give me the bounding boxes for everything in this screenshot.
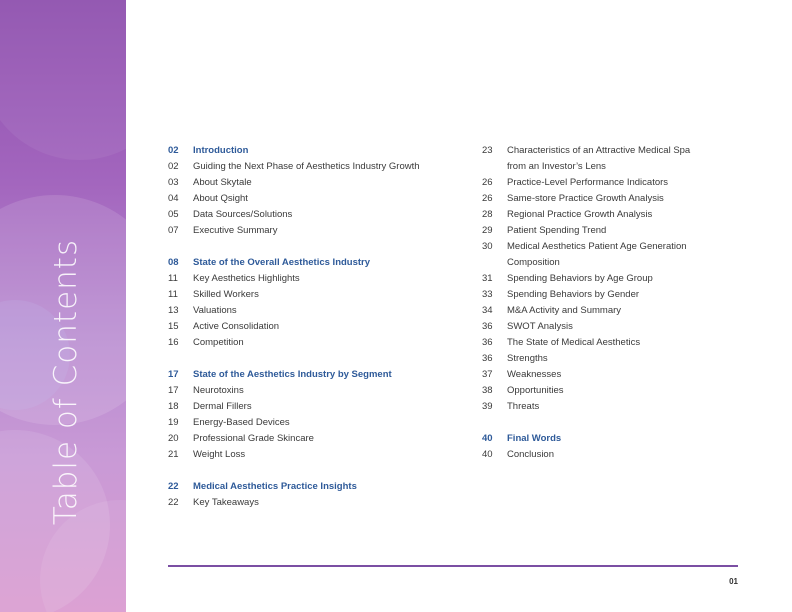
toc-entry[interactable] bbox=[168, 399, 468, 415]
toc-right-column bbox=[482, 143, 732, 463]
toc-entry[interactable] bbox=[482, 271, 732, 287]
toc-entry[interactable] bbox=[482, 191, 732, 207]
toc-entry-label: Weight Loss bbox=[193, 449, 246, 460]
toc-entry[interactable] bbox=[482, 351, 732, 367]
toc-entry-label: Same-store Practice Growth Analysis bbox=[507, 193, 664, 204]
toc-entry-label: Medical Aesthetics Practice Insights bbox=[193, 481, 357, 492]
toc-page-number: 36 bbox=[482, 337, 493, 348]
toc-entry[interactable] bbox=[482, 319, 732, 335]
decorative-circle bbox=[0, 0, 126, 160]
toc-entry[interactable] bbox=[168, 175, 468, 191]
toc-entry-label: Threats bbox=[507, 401, 540, 412]
toc-page-number: 40 bbox=[482, 433, 493, 444]
toc-entry[interactable] bbox=[168, 207, 468, 223]
toc-entry-label: Guiding the Next Phase of Aesthetics Industry Growth bbox=[193, 161, 420, 172]
toc-page-number: 23 bbox=[482, 145, 493, 156]
toc-entry[interactable] bbox=[482, 255, 732, 271]
toc-entry[interactable] bbox=[482, 143, 732, 159]
toc-entry[interactable] bbox=[168, 223, 468, 239]
toc-entry-label: Energy-Based Devices bbox=[193, 417, 290, 428]
toc-entry[interactable] bbox=[168, 383, 468, 399]
toc-entry-label: Active Consolidation bbox=[193, 321, 280, 332]
section-gap bbox=[482, 415, 732, 431]
toc-entry-label: Patient Spending Trend bbox=[507, 225, 607, 236]
toc-page-number: 40 bbox=[482, 449, 493, 460]
toc-entry-label: Dermal Fillers bbox=[193, 401, 252, 412]
toc-page-number: 03 bbox=[168, 177, 179, 188]
toc-entry-label: Medical Aesthetics Patient Age Generation bbox=[507, 241, 687, 252]
toc-entry-label: State of the Aesthetics Industry by Segment bbox=[193, 369, 392, 380]
toc-page-number: 26 bbox=[482, 177, 493, 188]
toc-section-heading[interactable] bbox=[482, 431, 732, 447]
toc-entry-label: Skilled Workers bbox=[193, 289, 259, 300]
toc-entry-label: Executive Summary bbox=[193, 225, 278, 236]
toc-entry-label: The State of Medical Aesthetics bbox=[507, 337, 641, 348]
toc-page-number: 33 bbox=[482, 289, 493, 300]
toc-page-number: 36 bbox=[482, 353, 493, 364]
toc-entry-label: Neurotoxins bbox=[193, 385, 244, 396]
toc-entry[interactable] bbox=[482, 383, 732, 399]
toc-entry[interactable] bbox=[482, 303, 732, 319]
toc-page-number: 22 bbox=[168, 497, 179, 508]
toc-entry-label: Key Takeaways bbox=[193, 497, 259, 508]
toc-entry[interactable] bbox=[168, 335, 468, 351]
toc-entry-label: Final Words bbox=[507, 433, 562, 444]
toc-entry[interactable] bbox=[168, 303, 468, 319]
toc-entry[interactable] bbox=[482, 239, 732, 255]
toc-page-number: 36 bbox=[482, 321, 493, 332]
toc-entry[interactable] bbox=[168, 431, 468, 447]
toc-entry-label: Key Aesthetics Highlights bbox=[193, 273, 300, 284]
toc-page-number: 15 bbox=[168, 321, 179, 332]
toc-page-number: 19 bbox=[168, 417, 179, 428]
toc-page-number: 37 bbox=[482, 369, 493, 380]
toc-entry[interactable] bbox=[168, 271, 468, 287]
toc-page-number: 26 bbox=[482, 193, 493, 204]
toc-page-number: 31 bbox=[482, 273, 493, 284]
page-number: 01 bbox=[729, 577, 738, 586]
section-gap bbox=[168, 463, 468, 479]
toc-page-number: 21 bbox=[168, 449, 179, 460]
toc-entry-label: Competition bbox=[193, 337, 244, 348]
toc-page-number: 02 bbox=[168, 145, 179, 156]
toc-entry-label: SWOT Analysis bbox=[507, 321, 573, 332]
toc-entry[interactable] bbox=[168, 495, 468, 511]
toc-page-number: 17 bbox=[168, 369, 179, 380]
toc-entry-label: About Qsight bbox=[193, 193, 248, 204]
toc-entry-label: Practice-Level Performance Indicators bbox=[507, 177, 669, 188]
toc-page-number: 29 bbox=[482, 225, 493, 236]
toc-page-number: 34 bbox=[482, 305, 493, 316]
toc-entry-label: State of the Overall Aesthetics Industry bbox=[193, 257, 371, 268]
toc-entry-label: Introduction bbox=[193, 145, 249, 156]
toc-entry-label: Strengths bbox=[507, 353, 548, 364]
toc-page-number: 30 bbox=[482, 241, 493, 252]
section-gap bbox=[168, 239, 468, 255]
toc-entry-label: Professional Grade Skincare bbox=[193, 433, 314, 444]
toc-entry-label: Regional Practice Growth Analysis bbox=[507, 209, 653, 220]
toc-entry[interactable] bbox=[482, 447, 732, 463]
footer-divider bbox=[168, 565, 738, 567]
toc-entry[interactable] bbox=[482, 287, 732, 303]
toc-entry[interactable] bbox=[482, 367, 732, 383]
toc-entry-label: Data Sources/Solutions bbox=[193, 209, 293, 220]
toc-entry-label: Conclusion bbox=[507, 449, 554, 460]
toc-page-number: 22 bbox=[168, 481, 179, 492]
toc-entry-label: Composition bbox=[507, 257, 560, 268]
toc-entry[interactable] bbox=[482, 335, 732, 351]
toc-page-number: 07 bbox=[168, 225, 179, 236]
toc-page-number: 02 bbox=[168, 161, 179, 172]
toc-section-heading[interactable] bbox=[168, 367, 468, 383]
toc-entry-label: Spending Behaviors by Age Group bbox=[507, 273, 653, 284]
toc-page-number: 11 bbox=[168, 273, 178, 284]
toc-entry-label: M&A Activity and Summary bbox=[507, 305, 622, 316]
toc-entry-label: Valuations bbox=[193, 305, 237, 316]
toc-entry-label: Characteristics of an Attractive Medical Spa bbox=[507, 145, 691, 156]
page-title: Table of Contents bbox=[48, 238, 84, 526]
toc-entry[interactable] bbox=[168, 447, 468, 463]
sidebar-panel bbox=[0, 0, 126, 612]
toc-entry[interactable] bbox=[168, 191, 468, 207]
toc-page-number: 28 bbox=[482, 209, 493, 220]
toc-entry[interactable] bbox=[482, 175, 732, 191]
toc-page-number bbox=[482, 159, 507, 175]
toc-section-heading[interactable] bbox=[168, 479, 468, 495]
toc-page-number: 20 bbox=[168, 433, 179, 444]
toc-left-column bbox=[168, 143, 468, 511]
toc-page-number bbox=[482, 255, 507, 271]
toc-entry[interactable] bbox=[168, 159, 468, 175]
section-gap bbox=[168, 351, 468, 367]
toc-page-number: 11 bbox=[168, 289, 178, 300]
toc-page-number: 17 bbox=[168, 385, 179, 396]
toc-page-number: 16 bbox=[168, 337, 179, 348]
toc-entry[interactable] bbox=[168, 319, 468, 335]
toc-entry-label: from an Investor’s Lens bbox=[507, 161, 606, 172]
toc-section-heading[interactable] bbox=[168, 143, 468, 159]
toc-entry[interactable] bbox=[168, 287, 468, 303]
toc-entry[interactable] bbox=[482, 159, 732, 175]
toc-entry-label: Opportunities bbox=[507, 385, 564, 396]
toc-entry-label: Weaknesses bbox=[507, 369, 562, 380]
toc-entry[interactable] bbox=[168, 415, 468, 431]
toc-section-heading[interactable] bbox=[168, 255, 468, 271]
toc-entry-label: About Skytale bbox=[193, 177, 252, 188]
toc-page-number: 39 bbox=[482, 401, 493, 412]
toc-page-number: 18 bbox=[168, 401, 179, 412]
toc-page-number: 05 bbox=[168, 209, 179, 220]
toc-entry[interactable] bbox=[482, 399, 732, 415]
toc-page-number: 13 bbox=[168, 305, 179, 316]
toc-page-number: 38 bbox=[482, 385, 493, 396]
toc-page-number: 04 bbox=[168, 193, 179, 204]
toc-entry[interactable] bbox=[482, 207, 732, 223]
toc-page-number: 08 bbox=[168, 257, 179, 268]
toc-entry-label: Spending Behaviors by Gender bbox=[507, 289, 640, 300]
toc-entry[interactable] bbox=[482, 223, 732, 239]
